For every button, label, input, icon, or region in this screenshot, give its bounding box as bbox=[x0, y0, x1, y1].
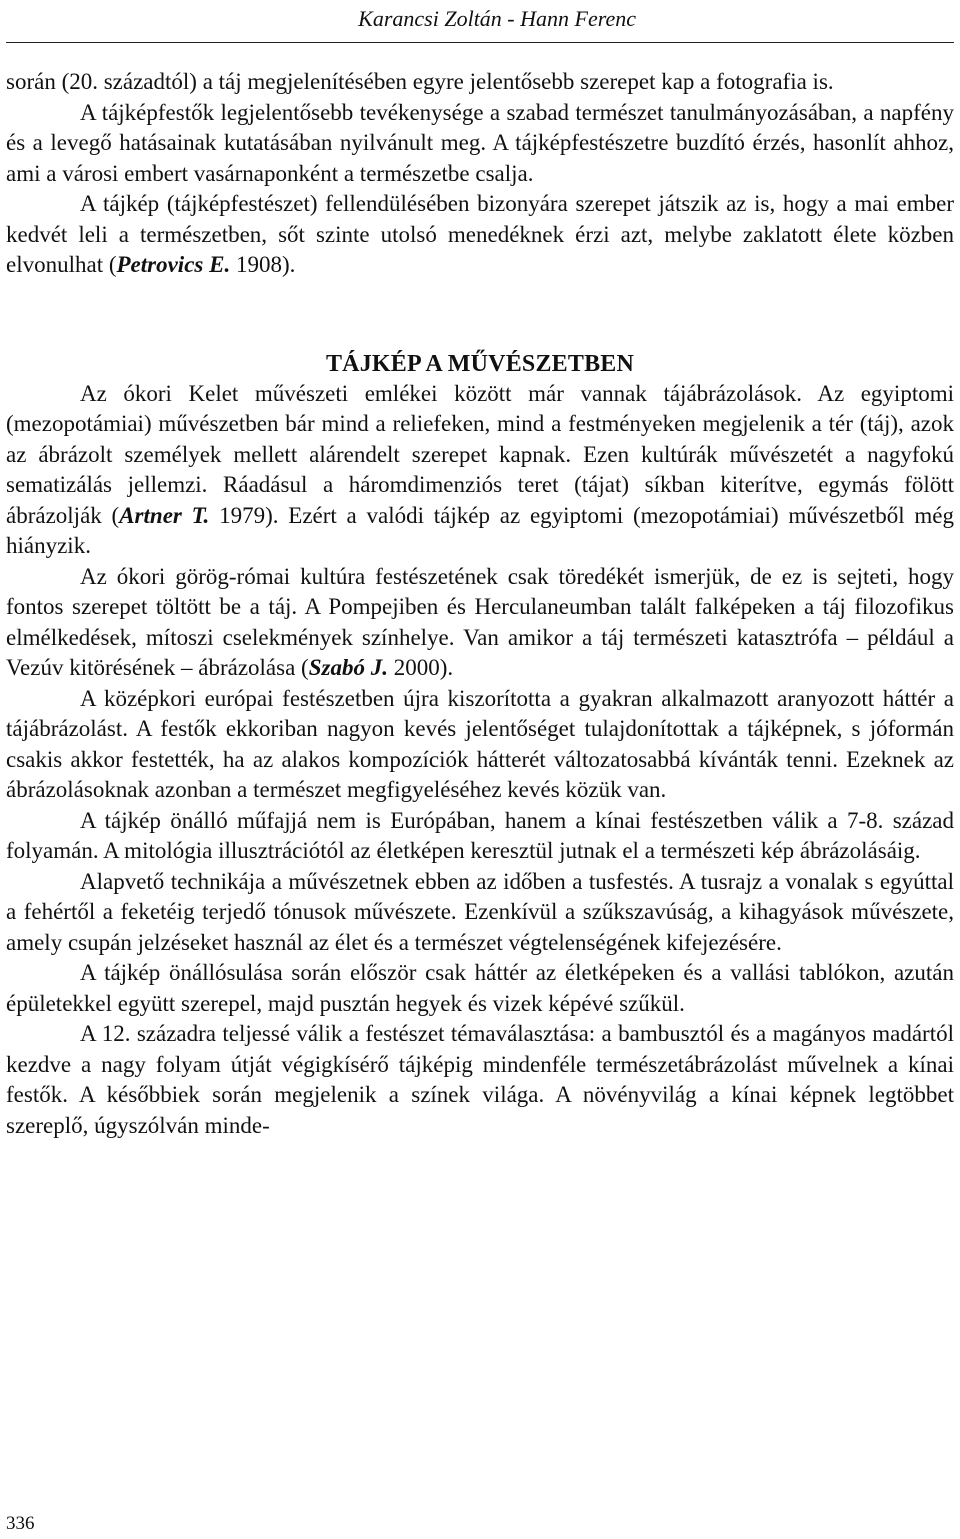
page-number: 336 bbox=[6, 1513, 35, 1534]
paragraph-section-1-text-b: 1979). Ezért a valódi tájkép az egyiptomi (mezopotámiai) művészetből még hiányzik. bbox=[6, 502, 954, 558]
book-page bbox=[6, 0, 954, 1539]
running-head-author: Karancsi Zoltán - Hann Ferenc bbox=[358, 6, 636, 31]
paragraph-section-5: Alapvető technikája a művészetnek ebben az időben a tusfestés. A tusrajz a vonalak s egyúttal a fehértől a feketéig terjedő tónusok művészete. Ezenkívül a szűkszavúság, a kihagyások művészete, amely csupán jelzéseket használ az élet és a természet végtelenségének kifejezésére. bbox=[6, 868, 954, 955]
paragraph-intro-3-text-b: 1908). bbox=[230, 252, 296, 277]
citation-petrovics: Petrovics E. bbox=[116, 252, 231, 277]
citation-szabo: Szabó J. bbox=[308, 655, 388, 680]
paragraph-section-2-text-a: Az ókori görög-római kultúra festészetének csak töredékét ismerjük, de ez is sejteti, hogy fontos szerepet töltött be a táj. A Pompejiben és Herculaneumban talált falképeken a táj filozofikus elmélkedések, mítoszi cselekmények színhelye. Van amikor a táj természeti katasztrófa – például a Vezúv kitörésének – ábrázolása ( bbox=[6, 563, 954, 680]
paragraph-intro-3 bbox=[6, 189, 954, 281]
section-heading: TÁJKÉP A MŰVÉSZETBEN bbox=[325, 350, 635, 377]
paragraph-intro-3-text-a: A tájkép (tájképfestészet) fellendülésében bizonyára szerepet játszik az is, hogy a mai ember kedvét leli a természetben, sőt szinte utolsó menedéknek érzi azt, melybe zaklatott élete közben elvonulhat ( bbox=[6, 191, 954, 277]
paragraph-intro-1: során (20. századtól) a táj megjelenítésében egyre jelentősebb szerepet kap a fotografia is. bbox=[6, 69, 834, 94]
paragraph-section-2 bbox=[6, 562, 954, 684]
body-text bbox=[6, 67, 954, 1141]
citation-artner: Artner T. bbox=[119, 502, 210, 528]
paragraph-section-7: A 12. századra teljessé válik a festészet témaválasztása: a bambusztól és a magányos madártól kezdve a nagy folyam útját végigkísérő tájképig mindenféle természetábrázolást művelnek a kínai festők. A későbbiek során megjelenik a színek világa. A növényvilág a kínai képnek legtöbbet szereplő, úgyszólván minde- bbox=[6, 1021, 954, 1138]
paragraph-intro-2: A tájképfestők legjelentősebb tevékenysége a szabad természet tanulmányozásában, a napfény és a levegő hatásainak kutatásában nyilvánult meg. A tájképfestészetre buzdító érzés, hasonlít ahhoz, ami a városi embert vasárnaponként a természetbe csalja. bbox=[6, 99, 954, 186]
paragraph-section-6: A tájkép önállósulása során először csak háttér az életképeken és a vallási tablókon, azután épületekkel együtt szerepel, majd pusztán hegyek és vizek képévé szűkül. bbox=[6, 960, 954, 1016]
paragraph-section-1 bbox=[6, 379, 954, 562]
paragraph-section-1-text-a: Az ókori Kelet művészeti emlékei között már vannak tájábrázolások. Az egyiptomi (mezopotámiai) művészetben bár mind a reliefeken, mind a festményeken megjelenik a tér (táj), azok az ábrázolt személyek mellett alárendelt szerepet kapnak. Ezen kultúrák művészetét a nagyfokú sematizálás jellemzi. Ráadásul a háromdimenziós teret (tájat) síkban kiterítve, egymás fölött ábrázolják ( bbox=[6, 380, 954, 528]
paragraph-section-4: A tájkép önálló műfajjá nem is Európában, hanem a kínai festészetben válik a 7-8. század folyamán. A mitológia illusztrációtól az életképen keresztül jutnak el a természeti kép ábrázolásáig. bbox=[6, 807, 954, 863]
paragraph-section-2-text-b: 2000). bbox=[387, 655, 454, 680]
paragraph-section-3: A középkori európai festészetben újra kiszorította a gyakran alkalmazott aranyozott háttér a tájábrázolást. A festők ekkoriban nagyon kevés jelentőséget tulajdonítottak a tájképnek, s jóformán csakis akkor festették, ha az alakos kompozíciók hátterét változatosabbá kívánták tenni. Ezeknek az ábrázolásoknak azonban a természet megfigyeléséhez kevés közük van. bbox=[6, 685, 954, 802]
header-rule bbox=[6, 42, 954, 43]
